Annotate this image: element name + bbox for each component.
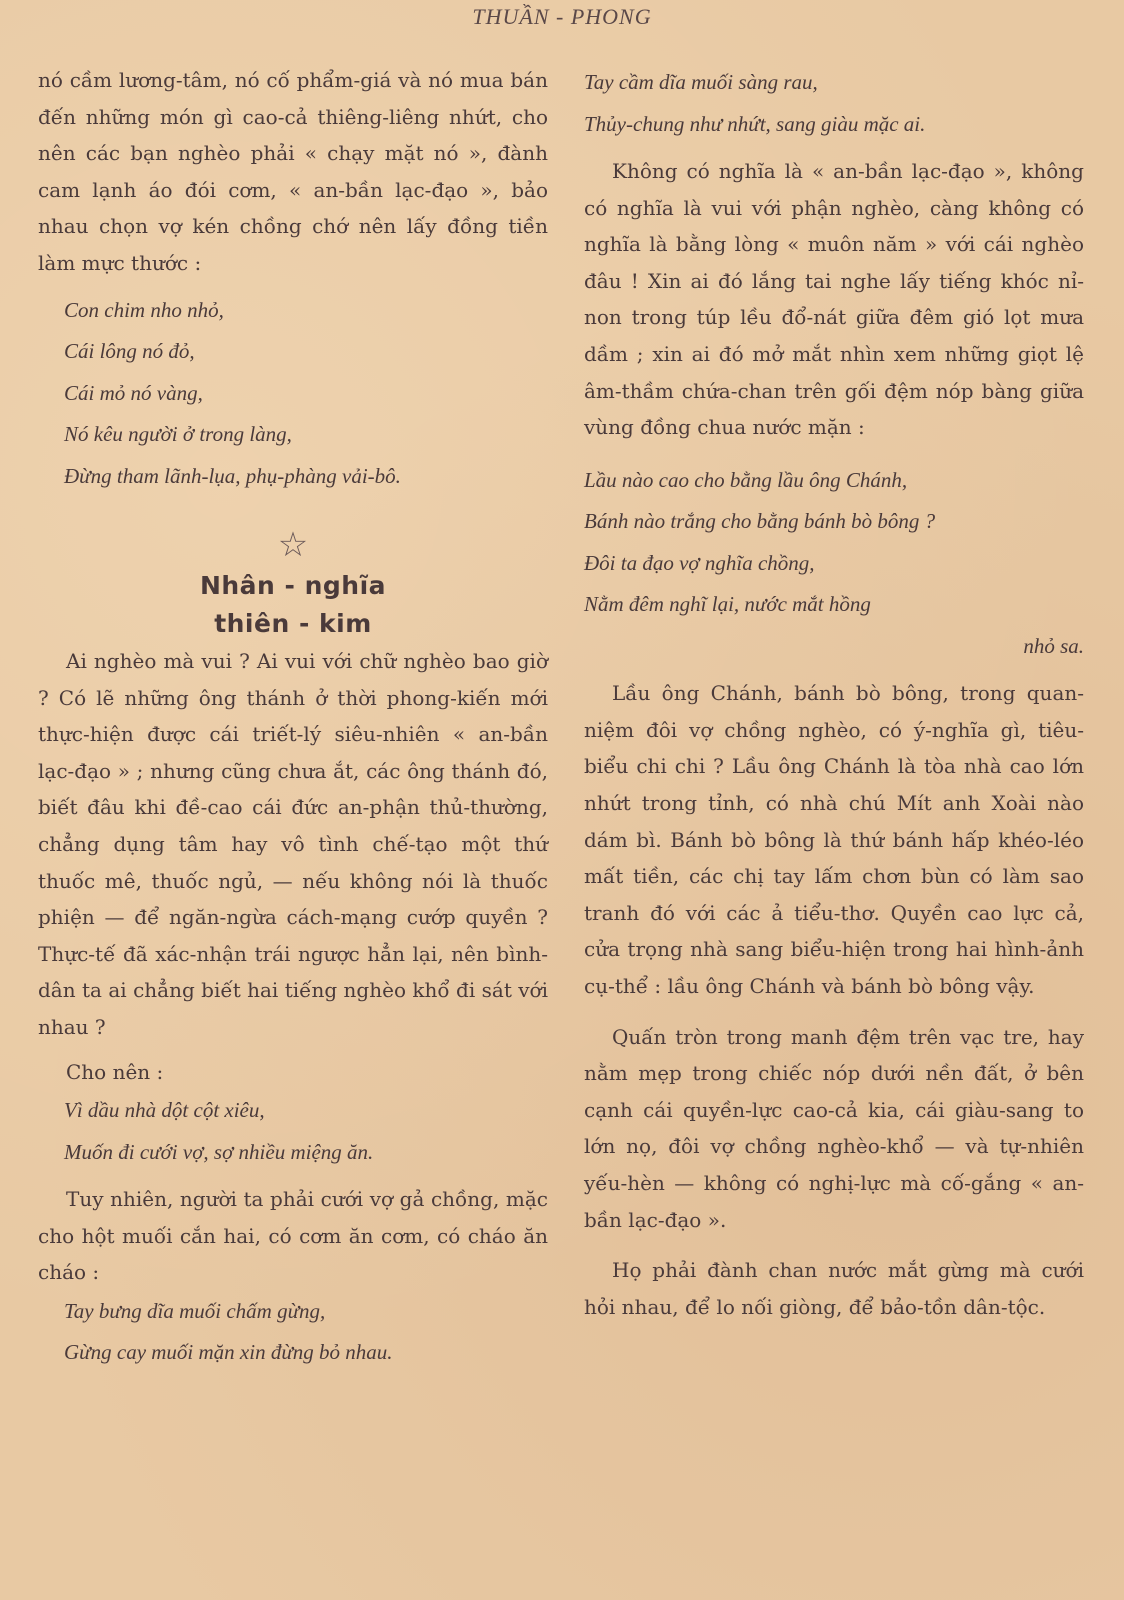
verse-line: Lầu nào cao cho bằng lầu ông Chánh,: [584, 467, 908, 492]
right-column: [584, 62, 1084, 1325]
verse-line: Đừng tham lãnh-lụa, phụ-phàng vải-bô.: [64, 463, 401, 488]
verse-line: Cái lông nó đỏ,: [64, 339, 195, 364]
verse-line: Thủy-chung như nhứt, sang giàu mặc ai.: [584, 111, 926, 136]
section-title: thiên - kim: [214, 609, 372, 639]
verse-block: [38, 1090, 548, 1173]
paragraph: Quấn tròn trong manh đệm trên vạc tre, hay nằm mẹp trong chiếc nóp dưới nền đất, ở bên cạnh cái quyền-lực cao-cả kia, cái giàu-sang to lớn nọ, đôi vợ chồng nghèo-khổ — và tự-nhiên yếu-hèn — không có nghị-lực mà cố-gắng « an-bần lạc-đạo ».: [584, 1024, 1084, 1232]
star-icon: ☆: [277, 525, 309, 566]
verse-block: [38, 1291, 548, 1374]
verse-line: Tay bưng dĩa muối chấm gừng,: [64, 1298, 326, 1323]
verse-line: Nằm đêm nghĩ lại, nước mắt hồng: [584, 592, 871, 617]
paragraph: Lầu ông Chánh, bánh bò bông, trong quan-niệm đôi vợ chồng nghèo, có ý-nghĩa gì, tiêu-biểu chi chi ? Lầu ông Chánh là tòa nhà cao lớn nhứt trong tỉnh, có nhà chú Mít anh Xoài nào dám bì. Bánh bò bông là thứ bánh hấp khéo-léo mất tiền, các chị tay lấm chơn bùn có làm sao tranh đó với các ả tiểu-thơ. Quyền cao lực cả, cửa trọng nhà sang biểu-hiện trong hai hình-ảnh cụ-thể : lầu ông Chánh và bánh bò bông vậy.: [584, 681, 1084, 998]
verse-line: Nó kêu người ở trong làng,: [64, 422, 292, 447]
verse-block: [38, 290, 548, 498]
verse-block: [584, 460, 1084, 668]
verse-line: Cái mỏ nó vàng,: [64, 380, 203, 405]
verse-line: Vì dầu nhà dột cột xiêu,: [64, 1098, 265, 1123]
verse-line: Tay cầm dĩa muối sàng rau,: [584, 70, 818, 94]
verse-block: [584, 62, 1084, 145]
verse-line: Con chim nho nhỏ,: [64, 297, 224, 322]
paragraph: Tuy nhiên, người ta phải cưới vợ gả chồng, mặc cho hột muối cắn hai, có cơm ăn cơm, có cháo ăn cháo :: [38, 1187, 548, 1285]
paragraph: Không có nghĩa là « an-bần lạc-đạo », không có nghĩa là vui với phận nghèo, càng không có nghĩa là bằng lòng « muôn năm » với cái nghèo đâu ! Xin ai đó lắng tai nghe lấy tiếng khóc nỉ-non trong túp lều đổ-nát giữa đêm gió lọt mưa dầm ; xin ai đó mở mắt nhìn xem những giọt lệ âm-thầm chứa-chan trên gối đệm nóp bàng giữa vùng đồng chua nước mặn :: [584, 159, 1084, 440]
verse-line: Muốn đi cưới vợ, sợ nhiều miệng ăn.: [64, 1139, 374, 1164]
verse-line: Bánh nào trắng cho bằng bánh bò bông ?: [584, 509, 936, 534]
running-header: THUẦN - PHONG: [472, 4, 652, 29]
paragraph: Cho nên :: [66, 1059, 164, 1084]
verse-line-continuation: nhỏ sa.: [1023, 633, 1084, 658]
left-column: [38, 62, 548, 1374]
paragraph: nó cầm lương-tâm, nó cố phẩm-giá và nó mua bán đến những món gì cao-cả thiêng-liêng nhứt, cho nên các bạn nghèo phải « chạy mặt nó », đành cam lạnh áo đói cơm, « an-bần lạc-đạo », bảo nhau chọn vợ kén chồng chớ nên lấy đồng tiền làm mực thước :: [38, 68, 548, 275]
verse-line: Đôi ta đạo vợ nghĩa chồng,: [584, 550, 815, 575]
paragraph: Họ phải đành chan nước mắt gừng mà cưới hỏi nhau, để lo nối giòng, để bảo-tồn dân-tộc.: [584, 1258, 1084, 1319]
section-title: Nhân - nghĩa: [199, 571, 387, 601]
verse-line: Gừng cay muối mặn xin đừng bỏ nhau.: [64, 1340, 393, 1365]
paragraph: Ai nghèo mà vui ? Ai vui với chữ nghèo bao giờ ? Có lẽ những ông thánh ở thời phong-kiến mới thực-hiện được cái triết-lý siêu-nhiên « an-bần lạc-đạo » ; nhưng cũng chưa ắt, các ông thánh đó, biết đâu khi đề-cao cái đức an-phận thủ-thường, chẳng dụng tâm hay vô tình chế-tạo một thứ thuốc mê, thuốc ngủ, — nếu không nói là thuốc phiện — để ngăn-ngừa cách-mạng cướp quyền ? Thực-tế đã xác-nhận trái ngược hẳn lại, nên bình-dân ta ai chẳng biết hai tiếng nghèo khổ đi sát với nhau ?: [38, 649, 548, 1039]
